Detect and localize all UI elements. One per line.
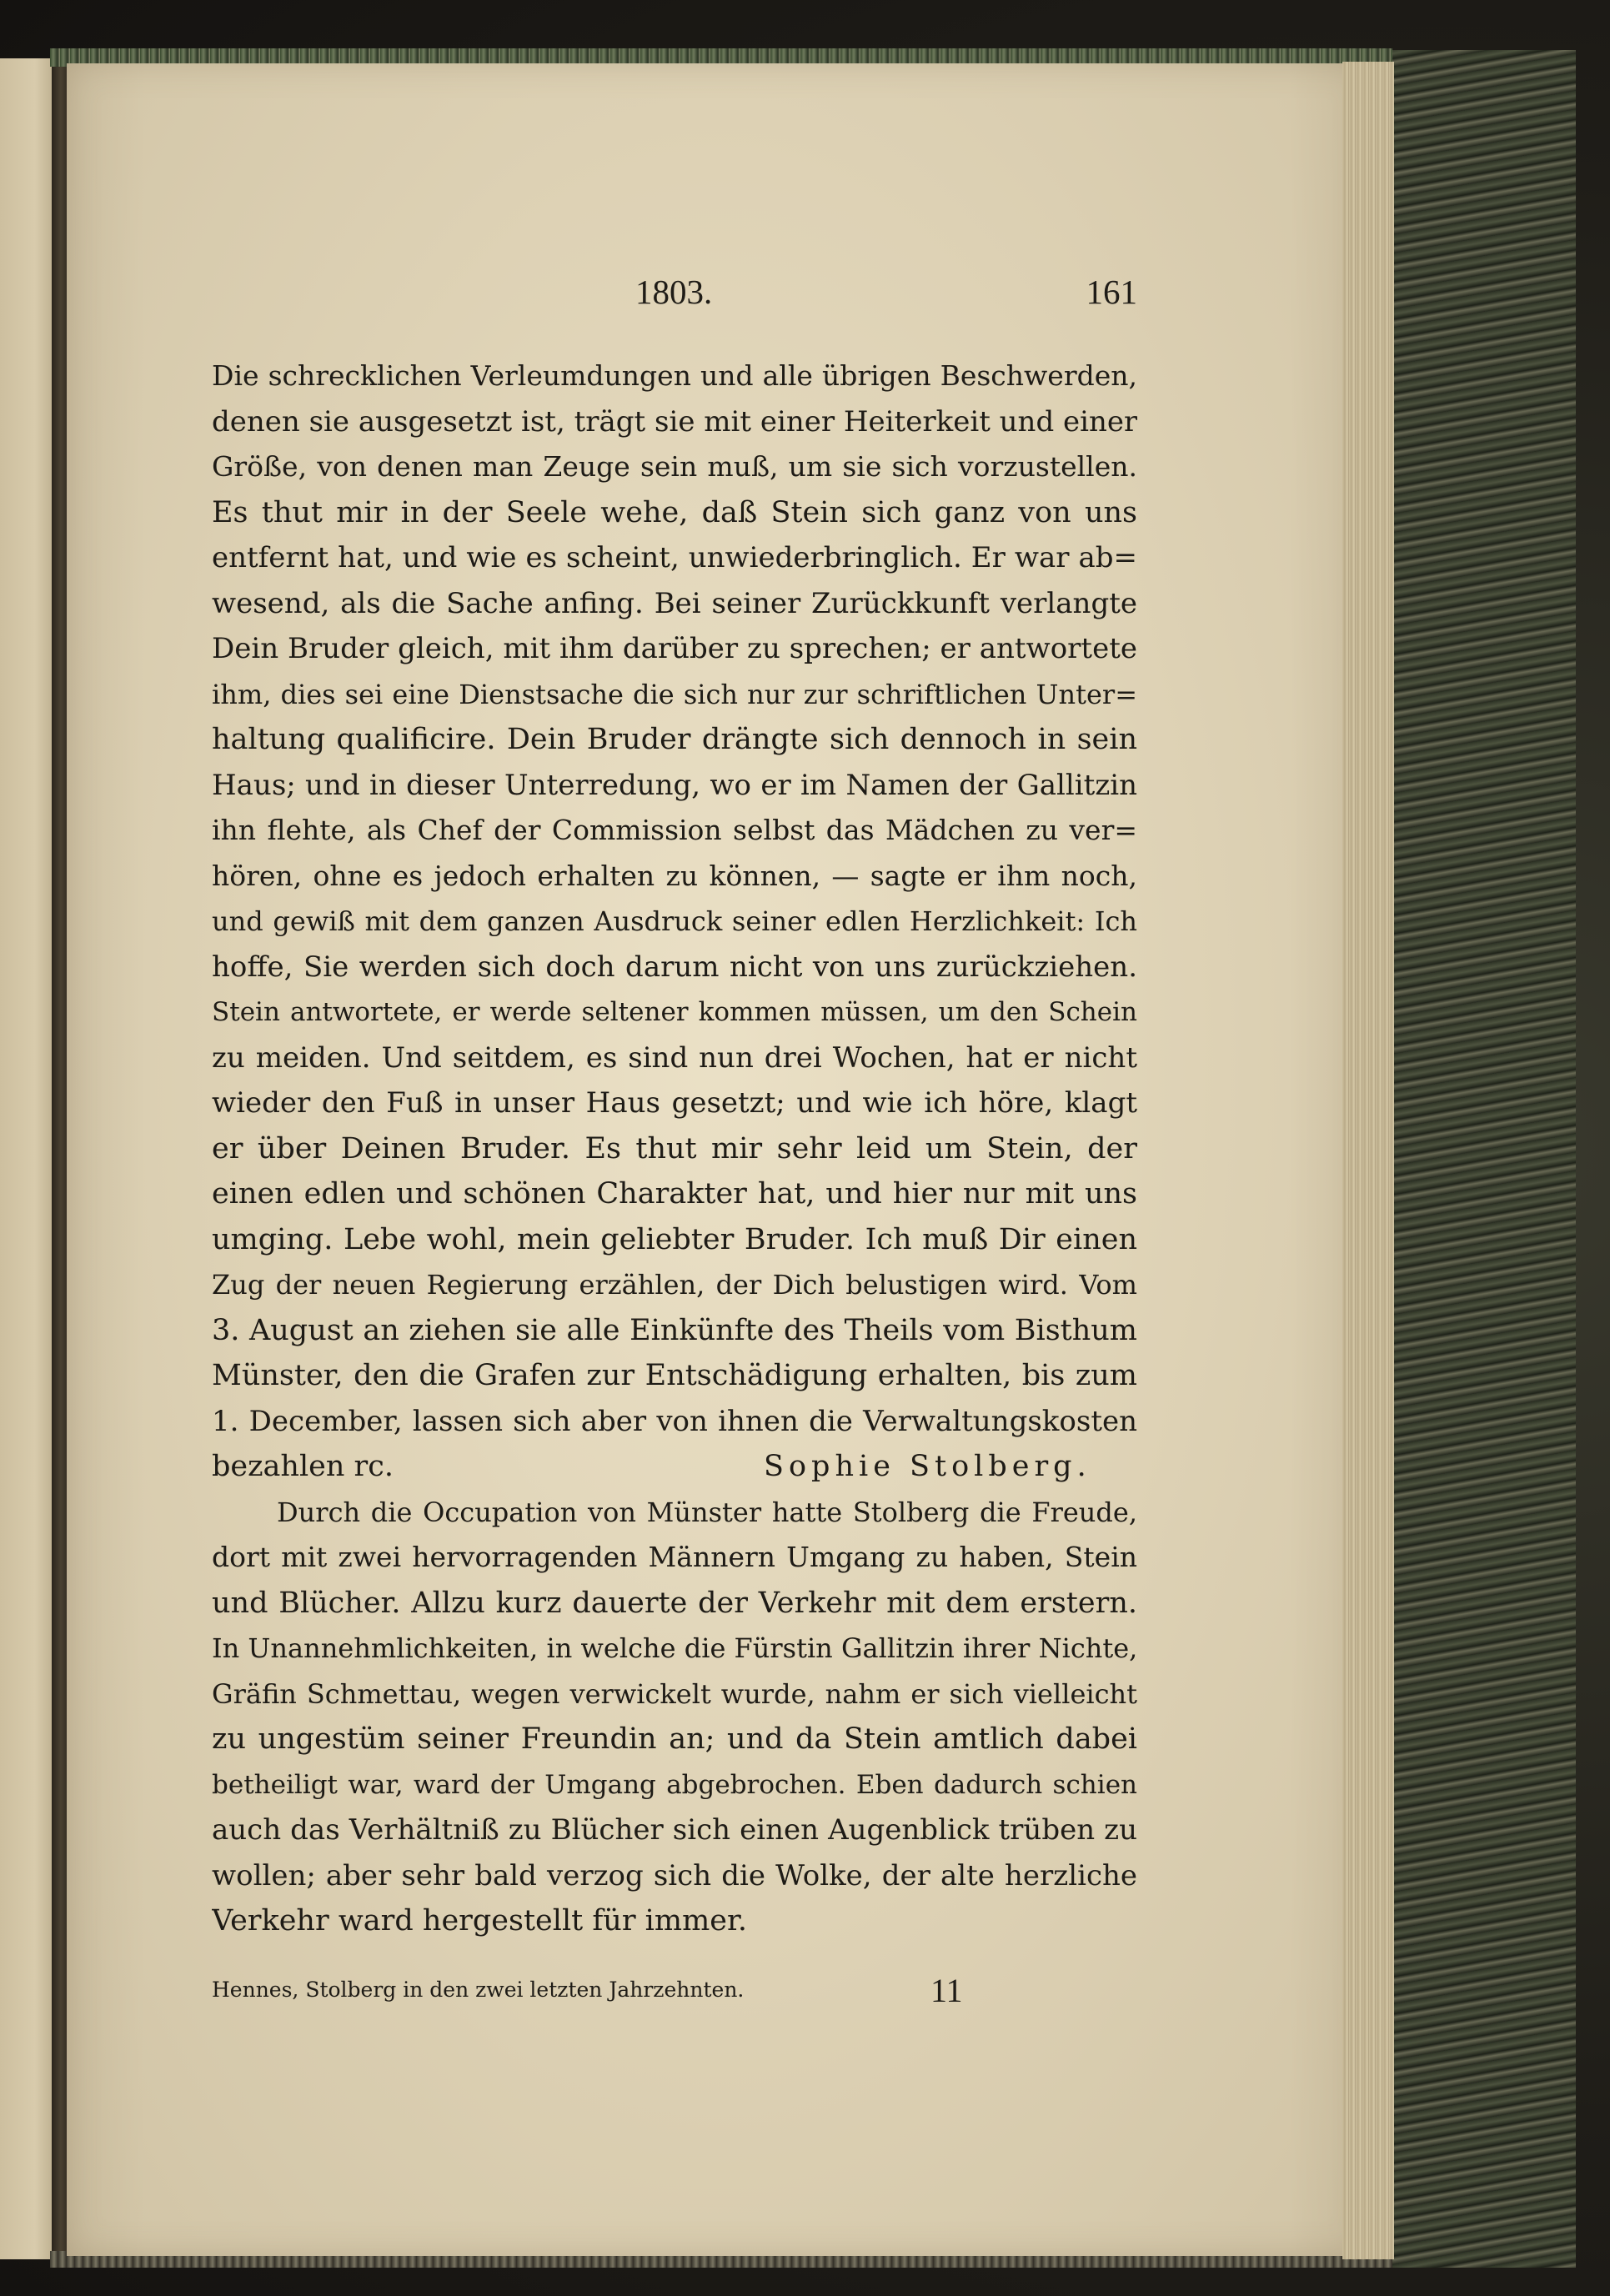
book-cover-edge	[1384, 50, 1576, 2268]
page-footer	[212, 1971, 1137, 2013]
text-line: Gräfin Schmettau, wegen verwickelt wurde, nahm er sich vielleicht	[212, 1677, 1137, 1710]
text-line: Die schrecklichen Verleumdungen und alle übrigen Beschwerden,	[212, 359, 1137, 392]
text-line: Verkehr ward hergestellt für immer.	[212, 1904, 747, 1938]
facing-page-edge	[0, 58, 58, 2259]
text-line: auch das Verhältniß zu Blücher sich einen Augenblick trüben zu	[212, 1813, 1137, 1847]
signature-line-note: Hennes, Stolberg in den zwei letzten Jahrzehnten.	[212, 1978, 745, 2002]
text-line: dort mit zwei hervorragenden Männern Umgang zu haben, Stein	[212, 1541, 1137, 1573]
text-line: Haus; und in dieser Unterredung, wo er im Namen der Gallitzin	[212, 768, 1137, 802]
text-line: 1. December, lassen sich aber von ihnen die Verwaltungskosten	[212, 1404, 1137, 1438]
signature: Sophie Stolberg.	[764, 1450, 1091, 1483]
closing-text: bezahlen rc.	[212, 1450, 394, 1483]
text-line: haltung qualificire. Dein Bruder drängte sich dennoch in sein	[212, 723, 1137, 756]
text-line: wieder den Fuß in unser Haus gesetzt; und wie ich höre, klagt	[212, 1086, 1137, 1120]
text-line: entfernt hat, und wie es scheint, unwiederbringlich. Er war ab=	[212, 541, 1137, 574]
text-line: und gewiß mit dem ganzen Ausdruck seiner edlen Herzlichkeit: Ich	[212, 905, 1137, 937]
text-line: Größe, von denen man Zeuge sein muß, um sie sich vorzustellen.	[212, 450, 1137, 483]
text-line: einen edlen und schönen Charakter hat, und hier nur mit uns	[212, 1177, 1137, 1211]
text-line: ihm, dies sei eine Dienstsache die sich nur zur schriftlichen Unter=	[212, 678, 1137, 710]
text-line: Stein antwortete, er werde seltener kommen müssen, um den Schein	[212, 997, 1137, 1027]
page-stack-edge	[1342, 62, 1394, 2259]
text-line: er über Deinen Bruder. Es thut mir sehr leid um Stein, der	[212, 1131, 1137, 1166]
sheet-number: 11	[930, 1972, 963, 2009]
text-line: wesend, als die Sache anfing. Bei seiner Zurückkunft verlangte	[212, 586, 1137, 620]
text-line: Durch die Occupation von Münster hatte Stolberg die Freude,	[277, 1496, 1137, 1528]
text-line: betheiligt war, ward der Umgang abgebrochen. Eben dadurch schien	[212, 1769, 1137, 1800]
text-line: zu meiden. Und seitdem, es sind nun drei Wochen, hat er nicht	[212, 1040, 1137, 1075]
body-text	[212, 353, 1137, 1944]
text-line: Münster, den die Grafen zur Entschädigung erhalten, bis zum	[212, 1359, 1137, 1392]
text-line: zu ungestüm seiner Freundin an; und da Stein amtlich dabei	[212, 1722, 1137, 1756]
text-line: und Blücher. Allzu kurz dauerte der Verkehr mit dem erstern.	[212, 1586, 1137, 1620]
page-number: 161	[1086, 273, 1137, 311]
text-line: Zug der neuen Regierung erzählen, der Dich belustigen wird. Vom	[212, 1269, 1137, 1301]
text-line: hoffe, Sie werden sich doch darum nicht von uns zurückziehen.	[212, 950, 1137, 984]
text-line: Dein Bruder gleich, mit ihm darüber zu sprechen; er antwortete	[212, 632, 1137, 665]
text-line: Es thut mir in der Seele wehe, daß Stein sich ganz von uns	[212, 495, 1137, 529]
text-line: denen sie ausgesetzt ist, trägt sie mit einer Heiterkeit und einer	[212, 404, 1137, 439]
text-line: ihn flehte, als Chef der Commission selbst das Mädchen zu ver=	[212, 814, 1137, 846]
letter-closing	[212, 1444, 1137, 1490]
running-head	[212, 272, 1137, 322]
running-head-year: 1803.	[635, 273, 713, 311]
text-line: umging. Lebe wohl, mein geliebter Bruder. Ich muß Dir einen	[212, 1222, 1137, 1256]
text-line: hören, ohne es jedoch erhalten zu können, — sagte er ihm noch,	[212, 859, 1137, 892]
text-line: 3. August an ziehen sie alle Einkünfte des Theils vom Bisthum	[212, 1313, 1137, 1347]
text-line: wollen; aber sehr bald verzog sich die Wolke, der alte herzliche	[212, 1858, 1137, 1892]
text-line: In Unannehmlichkeiten, in welche die Fürstin Gallitzin ihrer Nichte,	[212, 1632, 1137, 1664]
